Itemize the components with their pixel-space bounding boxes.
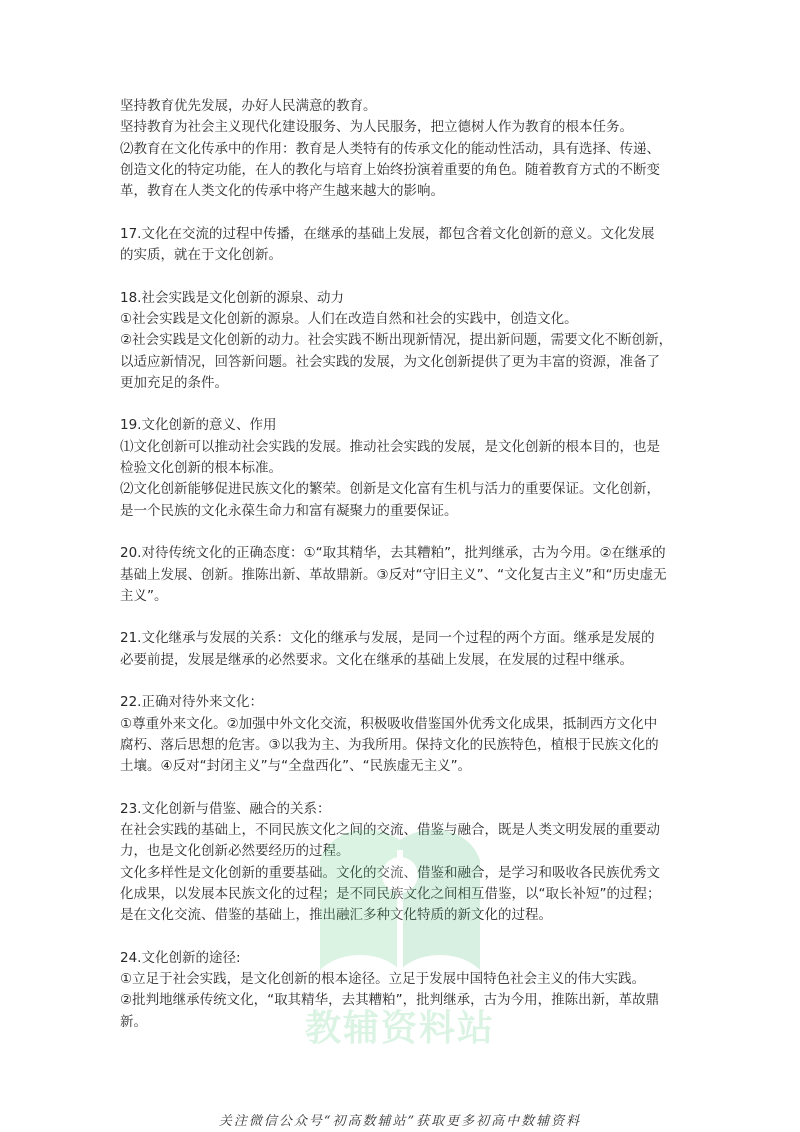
text-line: 文化多样性是文化创新的重要基础。文化的交流、借鉴和融合，是学习和吸收各民族优秀文	[120, 864, 660, 881]
text-line: 创造文化的特定功能，在人的教化与培育上始终扮演着重要的角色。随着教育方式的不断变	[120, 161, 660, 178]
paragraph-24	[120, 948, 690, 1033]
section-heading: 23.文化创新与借鉴、融合的关系：	[120, 800, 331, 817]
text-line: 力，也是文化创新必然要经历的过程。	[120, 843, 350, 860]
paragraph-gap	[120, 394, 690, 415]
text-line: 革，教育在人类文化的传承中将产生越来越大的影响。	[120, 183, 444, 200]
section-heading: 22.正确对待外来文化：	[120, 694, 263, 711]
text-line: ⑴文化创新可以推动社会实践的发展。推动社会实践的发展，是文化创新的根本目的，也是	[120, 438, 660, 455]
paragraph-18	[120, 288, 690, 394]
text-line: 20.对待传统文化的正确态度：①“取其精华，去其糟粕”，批判继承，古为今用。②在继承的	[120, 545, 666, 562]
paragraph-gap	[120, 266, 690, 287]
text-line: 以适应新情况，回答新问题。社会实践的发展，为文化创新提供了更为丰富的资源，准备了	[120, 353, 660, 370]
paragraph-19	[120, 415, 690, 521]
text-line: 17.文化在交流的过程中传播，在继承的基础上发展，都包含着文化创新的意义。文化发展	[120, 225, 655, 242]
text-line: 坚持教育优先发展，办好人民满意的教育。	[120, 98, 377, 114]
paragraph-gap	[120, 671, 690, 692]
paragraph-17	[120, 224, 690, 267]
text-line: ⑵文化创新能够促进民族文化的繁荣。创新是文化富有生机与活力的重要保证。文化创新，	[120, 481, 660, 498]
text-line: 新。	[120, 1013, 147, 1030]
text-line: ⑵教育在文化传承中的作用：教育是人类特有的传承文化的能动性活动，具有选择、传递、	[120, 140, 660, 157]
watermark-text: 教辅资料站	[304, 1008, 495, 1049]
paragraph-education	[120, 96, 690, 202]
text-line: 是在文化交流、借鉴的基础上，推出融汇多种文化特质的新文化的过程。	[120, 907, 552, 924]
paragraph-gap	[120, 778, 690, 799]
text-line: 检验文化创新的根本标准。	[120, 460, 282, 477]
paragraph-gap	[120, 607, 690, 628]
paragraph-23	[120, 799, 690, 927]
text-line: 在社会实践的基础上，不同民族文化之间的交流、借鉴与融合，既是人类文明发展的重要动	[120, 822, 660, 839]
paragraph-gap	[120, 927, 690, 948]
text-line: 的实质，就在于文化创新。	[120, 247, 282, 264]
footer-note: 关注微信公众号“初高数辅站”获取更多初高中数辅资料	[218, 1114, 582, 1129]
text-line: 坚持教育为社会主义现代化建设服务、为人民服务，把立德树人作为教育的根本任务。	[120, 119, 633, 136]
text-line: 腐朽、落后思想的危害。③以我为主、为我所用。保持文化的民族特色，植根于民族文化的	[120, 736, 659, 753]
text-line: 更加充足的条件。	[120, 374, 228, 391]
paragraph-gap	[120, 202, 690, 223]
text-line: 必要前提，发展是继承的必然要求。文化在继承的基础上发展，在发展的过程中继承。	[120, 651, 633, 668]
text-line: ②批判地继承传统文化，“取其精华，去其糟粕”，批判继承，古为今用，推陈出新，革故鼎	[120, 992, 660, 1009]
section-heading: 19.文化创新的意义、作用	[120, 417, 277, 434]
text-line: 土壤。④反对“封闭主义”与“全盘西化”、“民族虚无主义”。	[120, 758, 472, 775]
document-body	[120, 96, 690, 1033]
section-heading: 18.社会实践是文化创新的源泉、动力	[120, 289, 344, 306]
text-line: ①尊重外来文化。②加强中外文化交流，积极吸收借鉴国外优秀文化成果，抵制西方文化中	[120, 715, 658, 732]
text-line: ①社会实践是文化创新的源泉。人们在改造自然和社会的实践中，创造文化。	[120, 310, 578, 327]
paragraph-22	[120, 692, 690, 777]
section-heading: 24.文化创新的途径:	[120, 949, 241, 966]
text-line: 21.文化继承与发展的关系：文化的继承与发展，是同一个过程的两个方面。继承是发展的	[120, 630, 655, 647]
paragraph-21	[120, 628, 690, 671]
paragraph-gap	[120, 522, 690, 543]
text-line: ①立足于社会实践，是文化创新的根本途径。立足于发展中国特色社会主义的伟大实践。	[120, 971, 646, 988]
text-line: 化成果，以发展本民族文化的过程；是不同民族文化之间相互借鉴，以“取长补短”的过程；	[120, 885, 661, 902]
paragraph-20	[120, 543, 690, 607]
text-line: 是一个民族的文化永葆生命力和富有凝聚力的重要保证。	[120, 502, 458, 519]
text-line: 主义”。	[120, 587, 168, 604]
text-line: ②社会实践是文化创新的动力。社会实践不断出现新情况，提出新问题，需要文化不断创新，	[120, 332, 673, 349]
text-line: 基础上发展、创新。推陈出新、革故鼎新。③反对“守旧主义”、“文化复古主义”和“历史虚无	[120, 566, 667, 583]
